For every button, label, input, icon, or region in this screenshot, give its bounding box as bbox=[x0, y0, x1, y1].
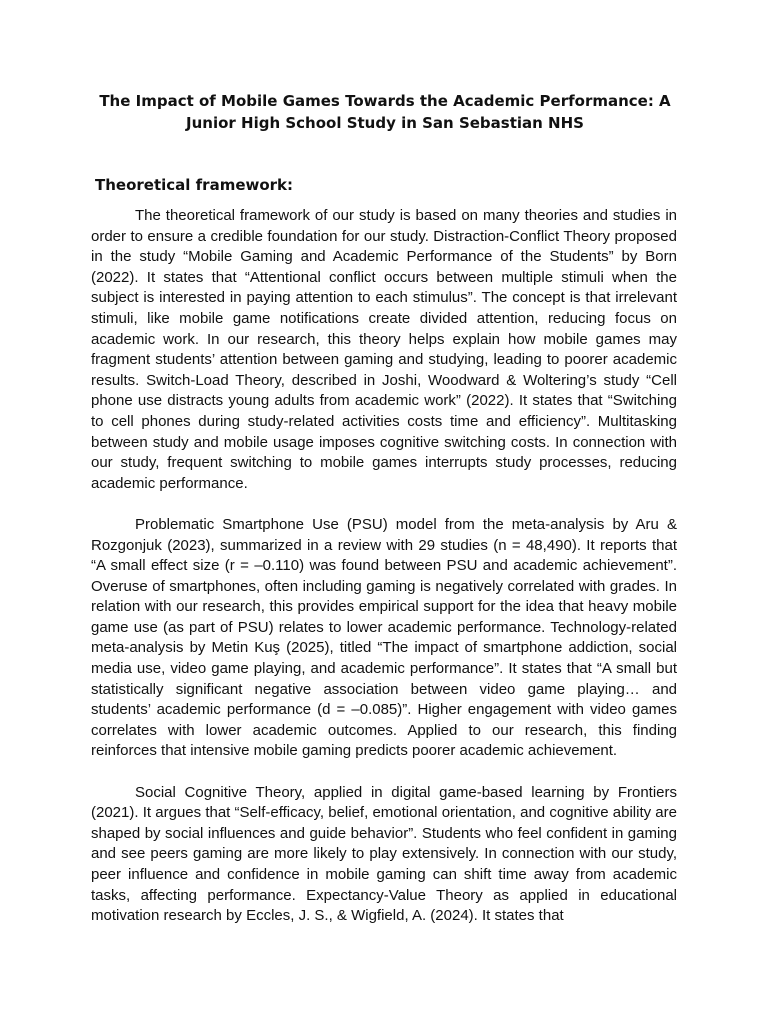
document-body bbox=[91, 206, 677, 947]
document-title: The Impact of Mobile Games Towards the Academic Performance: A Junior High School Study in San Sebastian NHS bbox=[99, 92, 671, 132]
paragraph-1: The theoretical framework of our study is based on many theories and studies in order to ensure a credible foundation for our study. Distraction-Conflict Theory proposed in the study “Mobile Gaming and Academic Performance of the Students” by Born (2022). It states that “Attentional conflict occurs between multiple stimuli when the subject is interested in paying attention to each stimulus”. The concept is that irrelevant stimuli, like mobile game notifications create divided attention, reducing focus on academic work. In our research, this theory helps explain how mobile games may fragment students’ attention between gaming and studying, leading to poorer academic results. Switch-Load Theory, described in Joshi, Woodward & Woltering’s study “Cell phone use distracts young adults from academic work” (2022). It states that “Switching to cell phones during study-related activities costs time and efficiency”. Multitasking between study and mobile usage imposes cognitive switching costs. In connection with our study, frequent switching to mobile games interrupts study processes, reducing academic performance. bbox=[91, 207, 677, 492]
paragraph-2: Problematic Smartphone Use (PSU) model from the meta-analysis by Aru & Rozgonjuk (2023), summarized in a review with 29 studies (n = 48,490). It reports that “A small effect size (r = –0.110) was found between PSU and academic achievement”. Overuse of smartphones, often including gaming is negatively correlated with grades. In relation with our research, this provides empirical support for the idea that heavy mobile game use (as part of PSU) relates to lower academic performance. Technology-related meta-analysis by Metin Kuş (2025), titled “The impact of smartphone addiction, social media use, video game playing, and academic performance”. It states that “A small but statistically significant negative association between video game playing… and students’ academic performance (d = –0.085)”. Higher engagement with video games correlates with lower academic outcomes. Applied to our research, this finding reinforces that intensive mobile gaming predicts poorer academic achievement. bbox=[91, 515, 677, 760]
paragraph-3: Social Cognitive Theory, applied in digital game-based learning by Frontiers (2021). It argues that “Self-efficacy, belief, emotional orientation, and cognitive ability are shaped by social influences and guide behavior”. Students who feel confident in gaming and see peers gaming are more likely to play extensively. In connection with our study, peer influence and confidence in mobile gaming can shift time away from academic tasks, affecting performance. Expectancy-Value Theory as applied in educational motivation research by Eccles, J. S., & Wigfield, A. (2024). It states that bbox=[91, 783, 677, 925]
section-heading: Theoretical framework: bbox=[95, 176, 294, 194]
